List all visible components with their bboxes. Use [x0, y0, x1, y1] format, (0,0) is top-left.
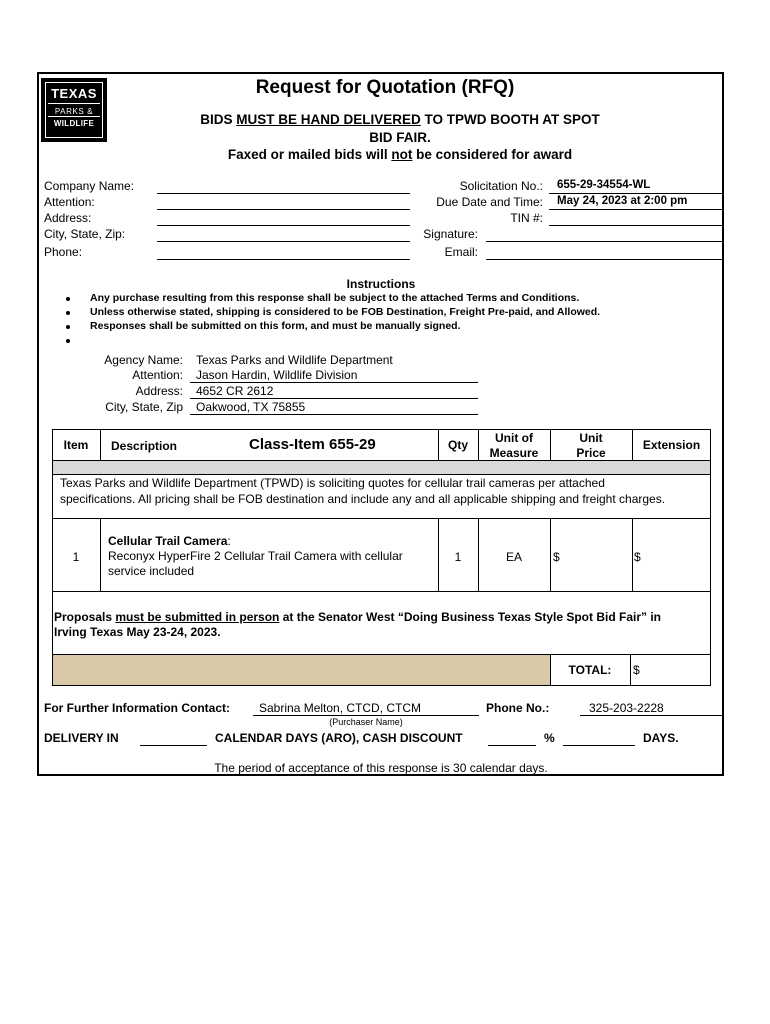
proposal-line-1: Proposals must be submitted in person at the Senator West “Doing Business Texas Style Spot Bid Fair” in [54, 610, 662, 624]
instructions-title: Instructions [346, 277, 416, 291]
agency-city-value: Oakwood, TX 75855 [196, 400, 306, 414]
intro-row-divider [52, 518, 711, 519]
total-label: TOTAL: [568, 663, 612, 677]
days-label: DAYS. [643, 731, 679, 745]
row-unit-price-field[interactable]: $ [553, 550, 560, 564]
agency-name-value: Texas Parks and Wildlife Department [196, 353, 393, 367]
calendar-days-label: CALENDAR DAYS (ARO), CASH DISCOUNT [215, 731, 463, 745]
col-header-uom-1: Unit of [495, 431, 533, 445]
signature-label: Signature: [423, 227, 478, 241]
email-field[interactable] [486, 259, 722, 260]
col-header-price-1: Unit [579, 431, 603, 445]
address-label: Address: [44, 211, 92, 225]
col-divider [100, 518, 101, 591]
row-description-1: Reconyx HyperFire 2 Cellular Trail Camera with cellular [108, 549, 403, 563]
company-name-field[interactable] [157, 193, 410, 194]
email-label: Email: [444, 245, 478, 259]
total-row-shading [53, 655, 550, 685]
cash-discount-field[interactable] [488, 745, 536, 746]
company-name-label: Company Name: [44, 179, 135, 193]
delivery-days-field[interactable] [140, 745, 207, 746]
agency-name-label: Agency Name: [104, 353, 183, 367]
agency-attention-underline [190, 382, 478, 383]
tin-field[interactable] [549, 225, 722, 226]
row-uom: EA [505, 550, 522, 564]
delivery-label: DELIVERY IN [44, 731, 119, 745]
col-divider [632, 518, 633, 591]
page-title: Request for Quotation (RFQ) [255, 77, 515, 98]
agency-attention-label: Attention: [132, 368, 183, 382]
col-header-item: Item [63, 438, 89, 452]
contact-name-underline [253, 715, 479, 716]
header-line-2: BID FAIR. [369, 130, 431, 145]
attention-label: Attention: [44, 195, 95, 209]
row-item-number: 1 [72, 550, 80, 564]
total-value-field[interactable]: $ [633, 663, 640, 677]
contact-label: For Further Information Contact: [44, 701, 230, 715]
instruction-item: Any purchase resulting from this response shall be subject to the attached Terms and Conditions. [90, 292, 580, 304]
phone-field[interactable] [157, 259, 410, 260]
agency-address-underline [190, 398, 478, 399]
bullet-icon [66, 339, 70, 343]
solicitation-no-underline [549, 193, 722, 194]
bullet-icon [66, 297, 70, 301]
logo-line-parks: PARKS & [54, 107, 94, 116]
col-header-extension: Extension [642, 438, 701, 452]
class-item-label: Class-Item 655-29 [249, 436, 376, 453]
phone-label: Phone: [44, 245, 83, 259]
due-date-underline [549, 209, 722, 210]
solicitation-no-value: 655-29-34554-WL [557, 179, 651, 191]
agency-address-label: Address: [135, 384, 183, 398]
logo-line-wildlife: WILDLIFE [53, 119, 95, 128]
table-shaded-strip [53, 461, 710, 475]
signature-field[interactable] [486, 241, 722, 242]
col-header-qty: Qty [447, 438, 468, 452]
header-line-1: BIDS MUST BE HAND DELIVERED TO TPWD BOOTH AT SPOT [200, 112, 600, 127]
col-divider [550, 518, 551, 591]
col-header-uom-2: Measure [489, 446, 539, 460]
percent-label: % [544, 731, 555, 745]
agency-city-underline [190, 414, 478, 415]
row-title: Cellular Trail Camera: [108, 534, 231, 548]
col-header-price-2: Price [576, 446, 606, 460]
due-date-value: May 24, 2023 at 2:00 pm [557, 195, 688, 207]
contact-sub-label: (Purchaser Name) [329, 717, 403, 727]
col-divider [630, 654, 631, 686]
instruction-item: Unless otherwise stated, shipping is considered to be FOB Destination, Freight Pre-paid, and Allowed. [90, 306, 601, 318]
col-header-description: Description [111, 439, 178, 453]
phone-no-underline [580, 715, 724, 716]
acceptance-note: The period of acceptance of this response is 30 calendar days. [214, 761, 548, 775]
agency-attention-value: Jason Hardin, Wildlife Division [196, 368, 358, 382]
agency-city-label: City, State, Zip [105, 400, 183, 414]
attention-field[interactable] [157, 209, 410, 210]
phone-no-label: Phone No.: [486, 701, 550, 715]
tin-label: TIN #: [510, 211, 543, 225]
discount-days-field[interactable] [563, 745, 635, 746]
row-description-2: service included [108, 564, 195, 578]
col-divider [100, 429, 101, 460]
contact-name: Sabrina Melton, CTCD, CTCM [259, 701, 422, 715]
city-state-zip-field[interactable] [157, 241, 410, 242]
address-field[interactable] [157, 225, 410, 226]
due-date-label: Due Date and Time: [436, 195, 543, 209]
row-qty: 1 [454, 550, 462, 564]
header-line-3: Faxed or mailed bids will not be considered for award [227, 147, 573, 162]
bullet-icon [66, 311, 70, 315]
intro-text-line-1: Texas Parks and Wildlife Department (TPWD) is soliciting quotes for cellular trail cameras per attached [60, 476, 605, 490]
instruction-item: Responses shall be submitted on this form, and must be manually signed. [90, 320, 461, 332]
agency-address-value: 4652 CR 2612 [196, 384, 274, 398]
bullet-icon [66, 325, 70, 329]
intro-text-line-2: specifications. All pricing shall be FOB destination and include any and all applicable shipping and freight charges. [60, 492, 666, 506]
row-extension-field[interactable]: $ [634, 550, 641, 564]
solicitation-no-label: Solicitation No.: [459, 179, 543, 193]
proposal-line-2: Irving Texas May 23-24, 2023. [54, 625, 221, 639]
city-state-zip-label: City, State, Zip: [44, 227, 126, 241]
logo-line-texas: TEXAS [51, 86, 97, 101]
phone-no-value: 325-203-2228 [589, 701, 664, 715]
item-row-divider [52, 591, 711, 592]
